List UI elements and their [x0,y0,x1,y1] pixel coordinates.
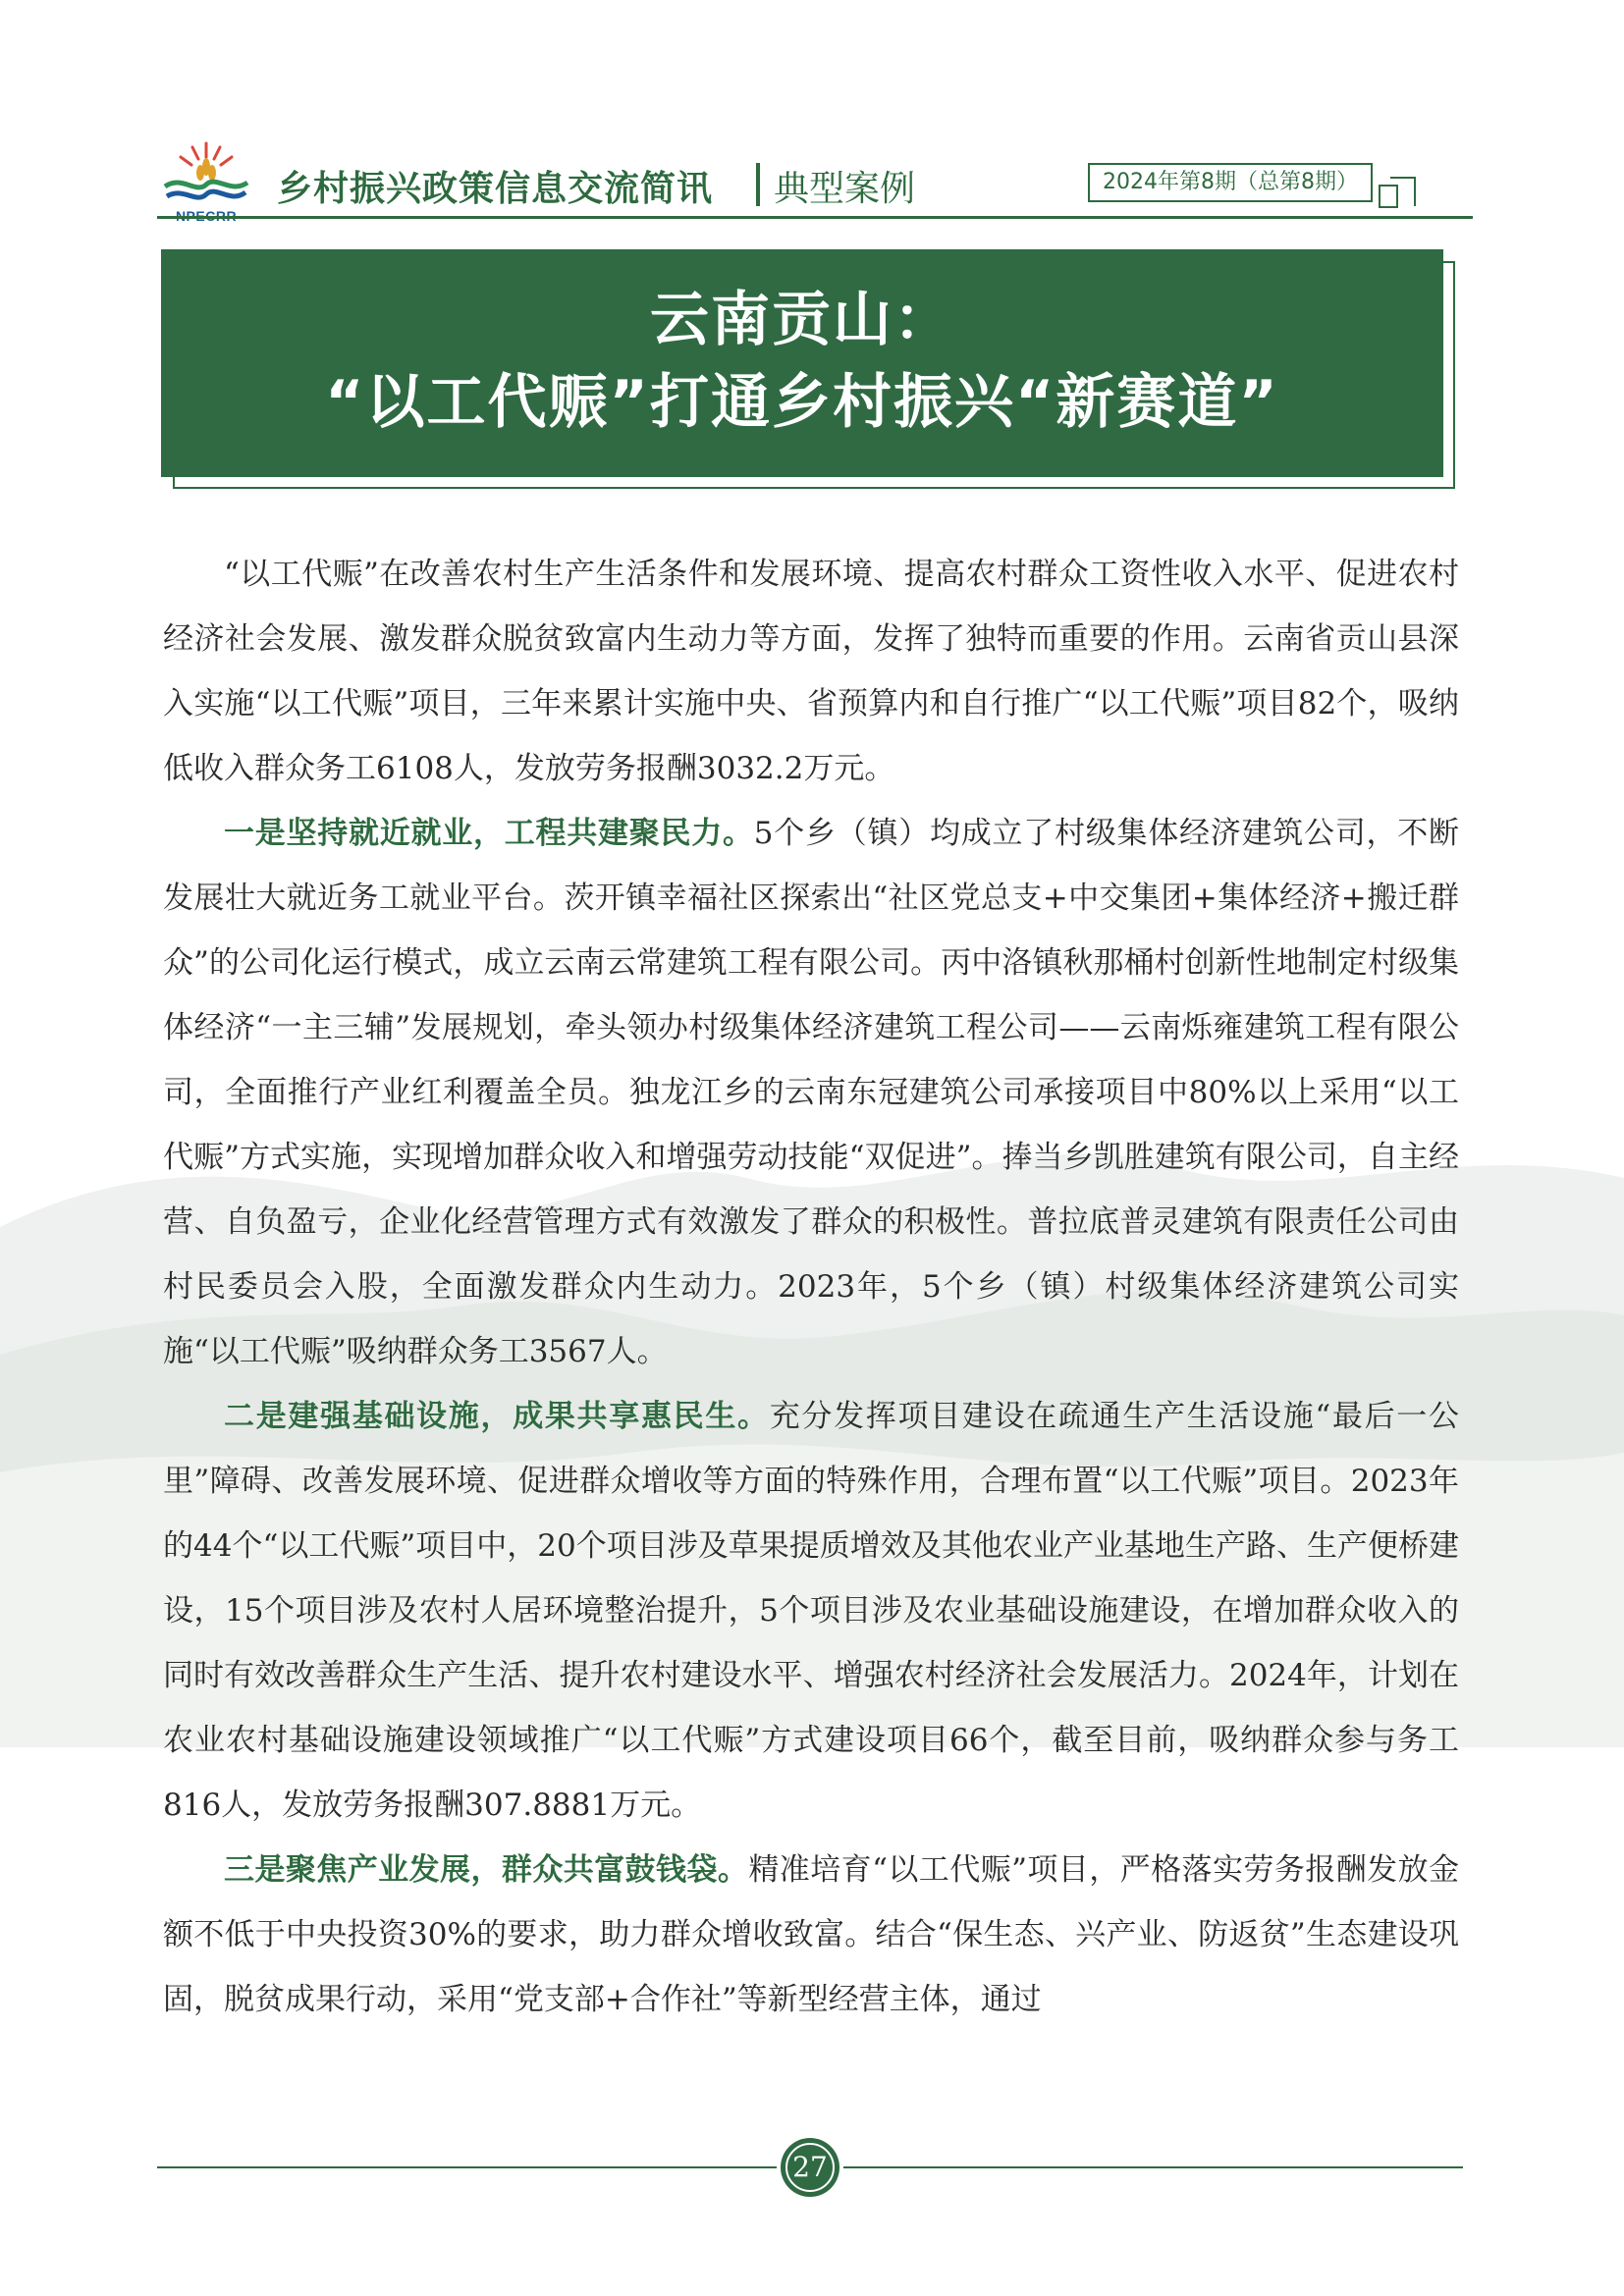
page-number: 27 [785,2143,835,2192]
paragraph-point-2 [163,1384,1459,1838]
page-header [157,135,1473,229]
issue-box-decoration [1379,185,1398,208]
article-body [163,542,1459,2032]
paragraph-text: 精准培育“以工代赈”项目，严格落实劳务报酬发放金额不低于中央投资30%的要求，助力群众增收致富。结合“保生态、兴产业、防返贫”生态建设巩固，脱贫成果行动，采用“党支部+合作社”等新型经营主体，通过 [163,1852,1459,2017]
npecrr-logo [157,135,255,229]
title-divider [756,163,760,206]
page-number-badge [781,2138,839,2197]
section-label: 典型案例 [774,169,916,209]
paragraph-point-1 [163,801,1459,1384]
publication-title: 乡村振兴政策信息交流简讯 [277,169,714,209]
logo-emblem-icon [157,135,255,209]
header-rule [157,216,1473,219]
paragraph-text: 充分发挥项目建设在疏通生产生活设施“最后一公里”障碍、改善发展环境、促进群众增收等方面的特殊作用，合理布置“以工代赈”项目。2023年的44个“以工代赈”项目中，20个项目涉及草果提质增效及其他农业产业基地生产路、生产便桥建设，15个项目涉及农村人居环境整治提升，5个项目涉及农业基础设施建设，在增加群众收入的同时有效改善群众生产生活、提升农村建设水平、增强农村经济社会发展活力。2024年，计划在农业农村基础设施建设领域推广“以工代赈”方式建设项目66个，截至目前，吸纳群众参与务工816人，发放劳务报酬307.8881万元。 [163,1399,1459,1823]
article-title-line-2: “以工代赈”打通乡村振兴“新赛道” [325,368,1279,437]
paragraph-text: 5个乡（镇）均成立了村级集体经济建筑公司，不断发展壮大就近务工就业平台。茨开镇幸福社区探索出“社区党总支+中交集团+集体经济+搬迁群众”的公司化运行模式，成立云南云常建筑工程有限公司。丙中洛镇秋那桶村创新性地制定村级集体经济“一主三辅”发展规划，牵头领办村级集体经济建筑工程公司——云南烁雍建筑工程有限公司，全面推行产业红利覆盖全员。独龙江乡的云南东冠建筑公司承接项目中80%以上采用“以工代赈”方式实施，实现增加群众收入和增强劳动技能“双促进”。捧当乡凯胜建筑有限公司，自主经营、自负盈亏，企业化经营管理方式有效激发了群众的积极性。普拉底普灵建筑有限责任公司由村民委员会入股，全面激发群众内生动力。2023年，5个乡（镇）村级集体经济建筑公司实施“以工代赈”吸纳群众务工3567人。 [163,816,1459,1369]
paragraph-lead: 一是坚持就近就业，工程共建聚民力。 [224,816,754,851]
issue-number: 2024年第8期（总第8期） [1088,163,1373,202]
paragraph-point-3 [163,1838,1459,2032]
paragraph-text: “以工代赈”在改善农村生产生活条件和发展环境、提高农村群众工资性收入水平、促进农村经济社会发展、激发群众脱贫致富内生动力等方面，发挥了独特而重要的作用。云南省贡山县深入实施“以工代赈”项目，三年来累计实施中央、省预算内和自行推广“以工代赈”项目82个，吸纳低收入群众务工6108人，发放劳务报酬3032.2万元。 [163,557,1459,786]
article-title-line-1: 云南贡山： [650,286,954,354]
paragraph-lead: 三是聚焦产业发展，群众共富鼓钱袋。 [224,1852,749,1888]
paragraph-lead: 二是建强基础设施，成果共享惠民生。 [224,1399,770,1434]
title-banner [161,249,1443,477]
paragraph-intro [163,542,1459,801]
